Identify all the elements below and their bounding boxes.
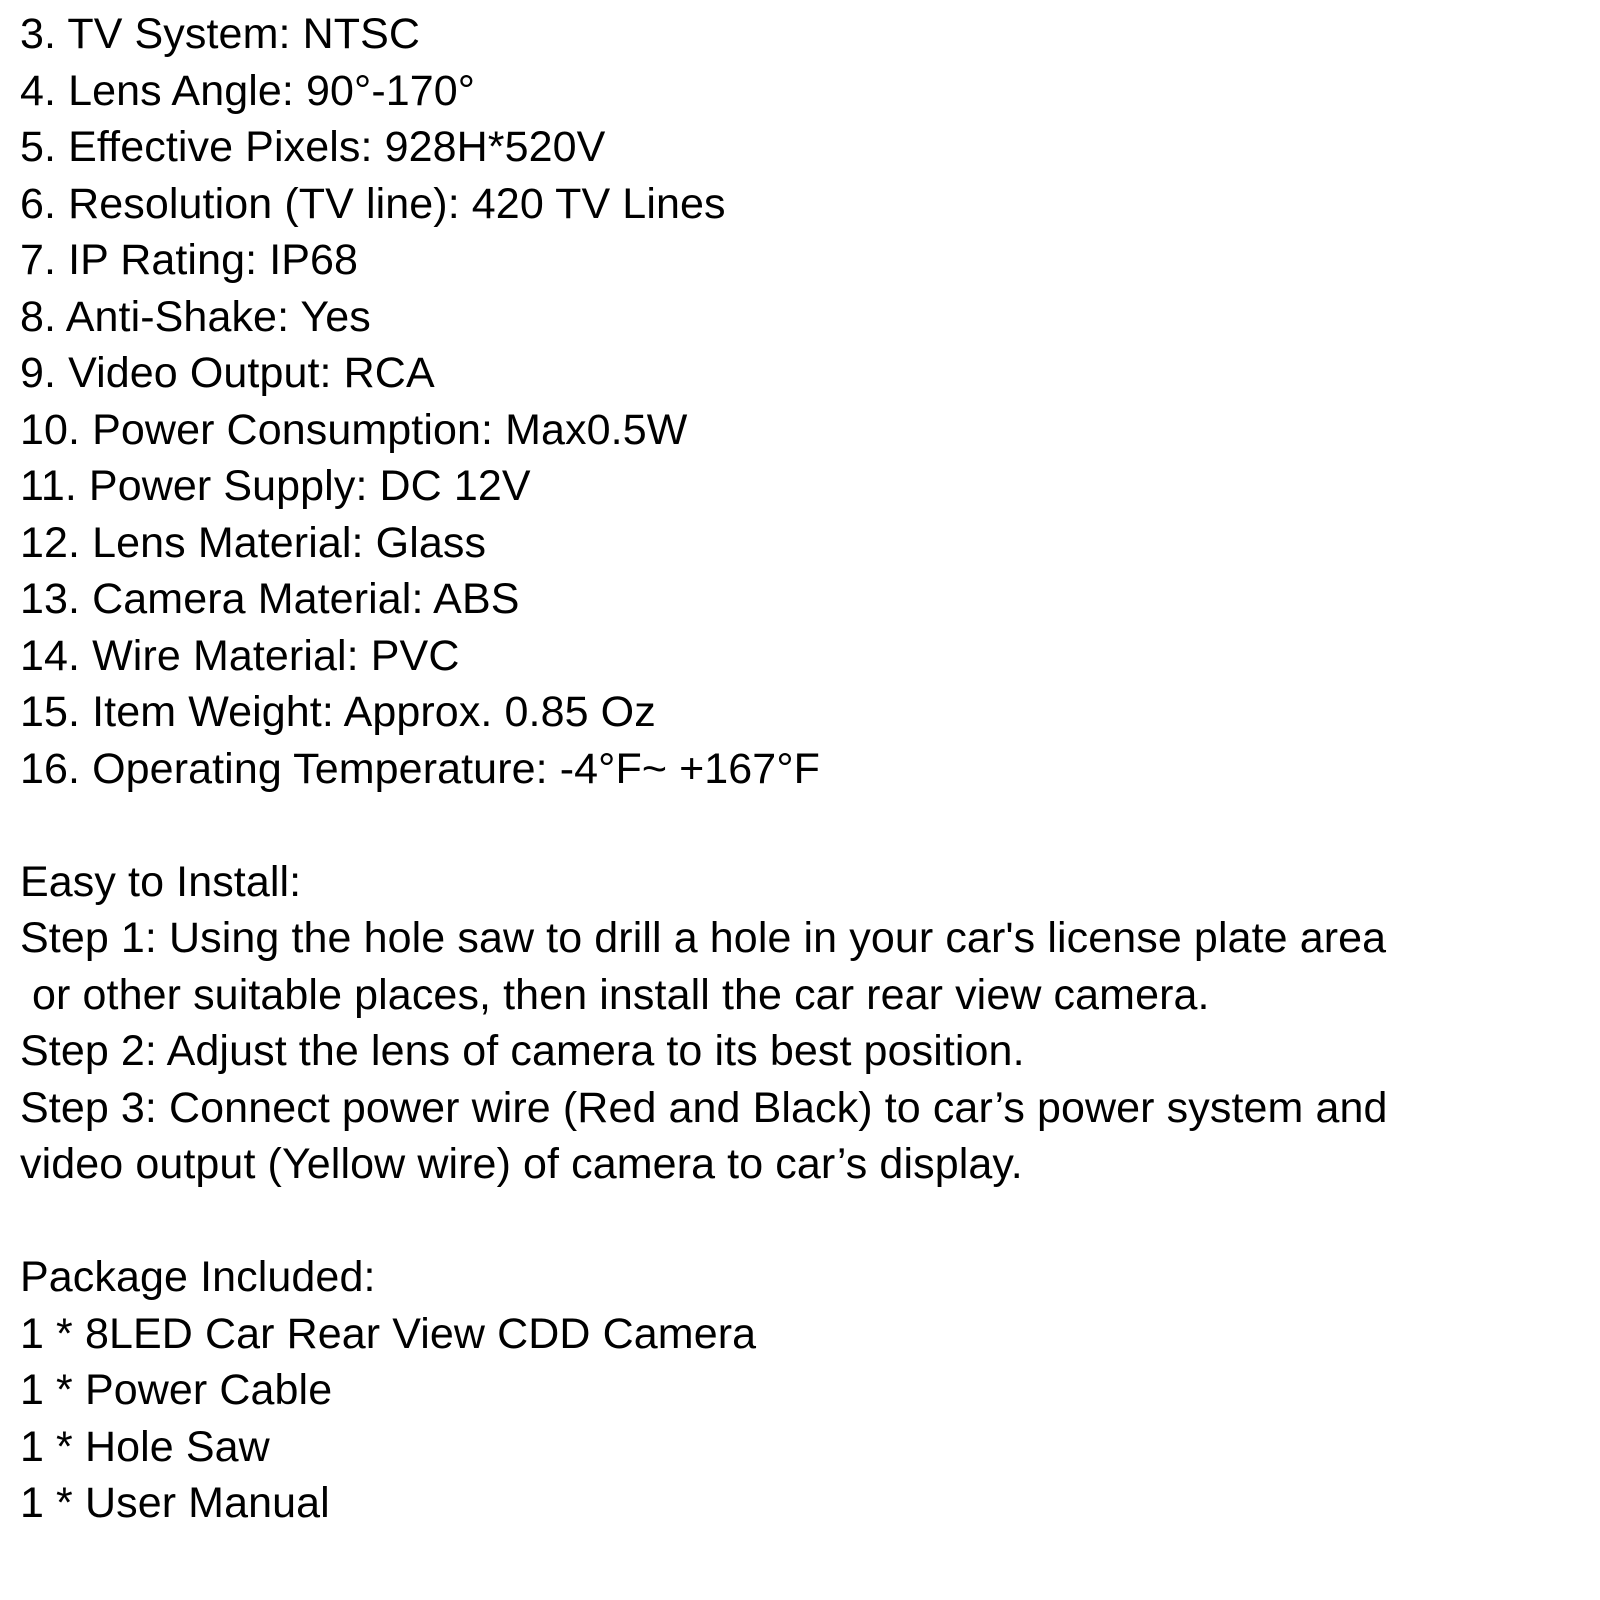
spec-item: 4. Lens Angle: 90°-170° <box>20 66 476 115</box>
package-item: 1 * Power Cable <box>20 1366 333 1414</box>
install-step-continuation: video output (Yellow wire) of camera to car’s display. <box>20 1140 1023 1188</box>
spec-item: 9. Video Output: RCA <box>20 349 435 397</box>
spec-item: 15. Item Weight: Approx. 0.85 Oz <box>20 688 656 736</box>
spec-item: 16. Operating Temperature: -4°F~ +167°F <box>20 744 820 793</box>
spec-item: 10. Power Consumption: Max0.5W <box>20 405 688 454</box>
install-step: Step 2: Adjust the lens of camera to its best position. <box>20 1027 1025 1075</box>
package-item: 1 * User Manual <box>20 1479 330 1527</box>
spec-item: 7. IP Rating: IP68 <box>20 236 359 284</box>
package-item: 1 * Hole Saw <box>20 1422 270 1471</box>
spec-item: 14. Wire Material: PVC <box>20 631 460 680</box>
spec-item: 12. Lens Material: Glass <box>20 518 487 567</box>
package-item: 1 * 8LED Car Rear View CDD Camera <box>20 1309 757 1358</box>
package-section <box>20 1249 1580 1532</box>
spec-item: 6. Resolution (TV line): 420 TV Lines <box>20 179 726 228</box>
spec-item: 8. Anti-Shake: Yes <box>20 292 371 341</box>
package-heading: Package Included: <box>20 1253 376 1301</box>
specifications-list <box>20 6 1580 797</box>
spec-item: 5. Effective Pixels: 928H*520V <box>20 123 606 171</box>
section-gap <box>20 797 1580 854</box>
install-step-continuation: or other suitable places, then install the car rear view camera. <box>20 970 1210 1019</box>
install-step: Step 1: Using the hole saw to drill a hole in your car's license plate area <box>20 914 1387 962</box>
spec-item: 13. Camera Material: ABS <box>20 575 520 623</box>
install-section <box>20 854 1580 1193</box>
section-gap <box>20 1193 1580 1250</box>
spec-item: 3. TV System: NTSC <box>20 10 421 58</box>
install-step: Step 3: Connect power wire (Red and Black) to car’s power system and <box>20 1083 1388 1132</box>
install-heading: Easy to Install: <box>20 857 302 906</box>
spec-item: 11. Power Supply: DC 12V <box>20 462 531 510</box>
